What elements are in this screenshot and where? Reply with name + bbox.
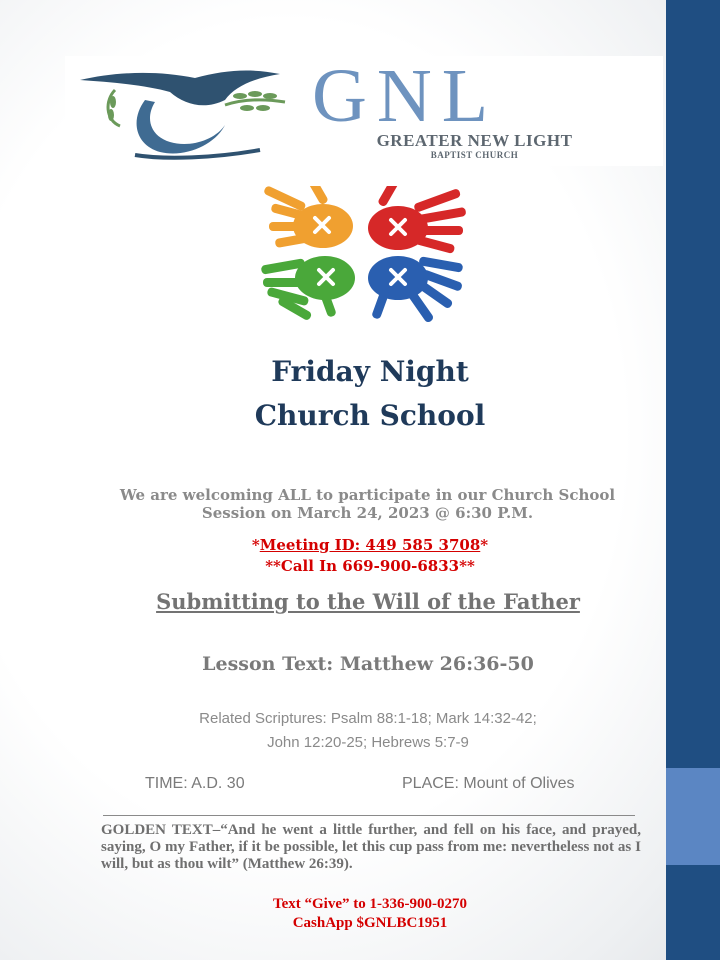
dove-logo-icon (75, 60, 300, 170)
welcome-line-2: Session on March 24, 2023 @ 6:30 P.M. (201, 504, 534, 522)
lesson-text: Lesson Text: Matthew 26:36-50 (202, 653, 534, 675)
giving-info (160, 895, 580, 933)
meeting-id-star: * (251, 536, 260, 554)
red-hand-icon (368, 186, 467, 254)
divider (103, 815, 635, 816)
lesson-topic: Submitting to the Will of the Father (156, 589, 580, 614)
meeting-id (160, 535, 580, 555)
title-line-1: Friday Night (271, 355, 469, 388)
call-in-number: **Call In 669-900-6833** (265, 557, 475, 575)
logo-church-subname: BAPTIST CHURCH (430, 150, 519, 160)
logo-church-name: GREATER NEW LIGHT (376, 131, 573, 150)
blue-hand-icon (368, 256, 463, 324)
meeting-id-star-end: * (480, 536, 489, 554)
related-line-2: John 12:20-25; Hebrews 5:7-9 (267, 734, 469, 751)
related-line-1: Related Scriptures: Psalm 88:1-18; Mark 14:32-42; (199, 710, 537, 727)
cashapp-handle: CashApp $GNLBC1951 (292, 915, 448, 931)
text-give-number: Text “Give” to 1-336-900-0270 (272, 896, 467, 912)
lesson-time: TIME: A.D. 30 (145, 775, 245, 792)
meeting-id-link[interactable]: Meeting ID: 449 585 3708 (259, 536, 481, 554)
green-hand-icon (261, 256, 355, 321)
welcome-message (100, 486, 635, 522)
logo-abbrev: GNL (312, 54, 499, 138)
related-scriptures (110, 707, 626, 755)
orange-hand-icon (263, 186, 353, 248)
side-bar-accent (666, 768, 720, 865)
title-line-2: Church School (254, 399, 486, 432)
welcome-line-1: We are welcoming ALL to participate in our Church School (119, 486, 616, 504)
golden-text: GOLDEN TEXT–“And he went a little further, and fell on his face, and prayed, saying, O my Father, if it be possible, let this cup pass from me: nevertheless not as I will, but as thou wilt” (Matthew 26:39). (101, 822, 641, 872)
page-title (160, 350, 580, 438)
lesson-place: PLACE: Mount of Olives (402, 775, 575, 792)
handprints-cross-icon (253, 186, 473, 326)
